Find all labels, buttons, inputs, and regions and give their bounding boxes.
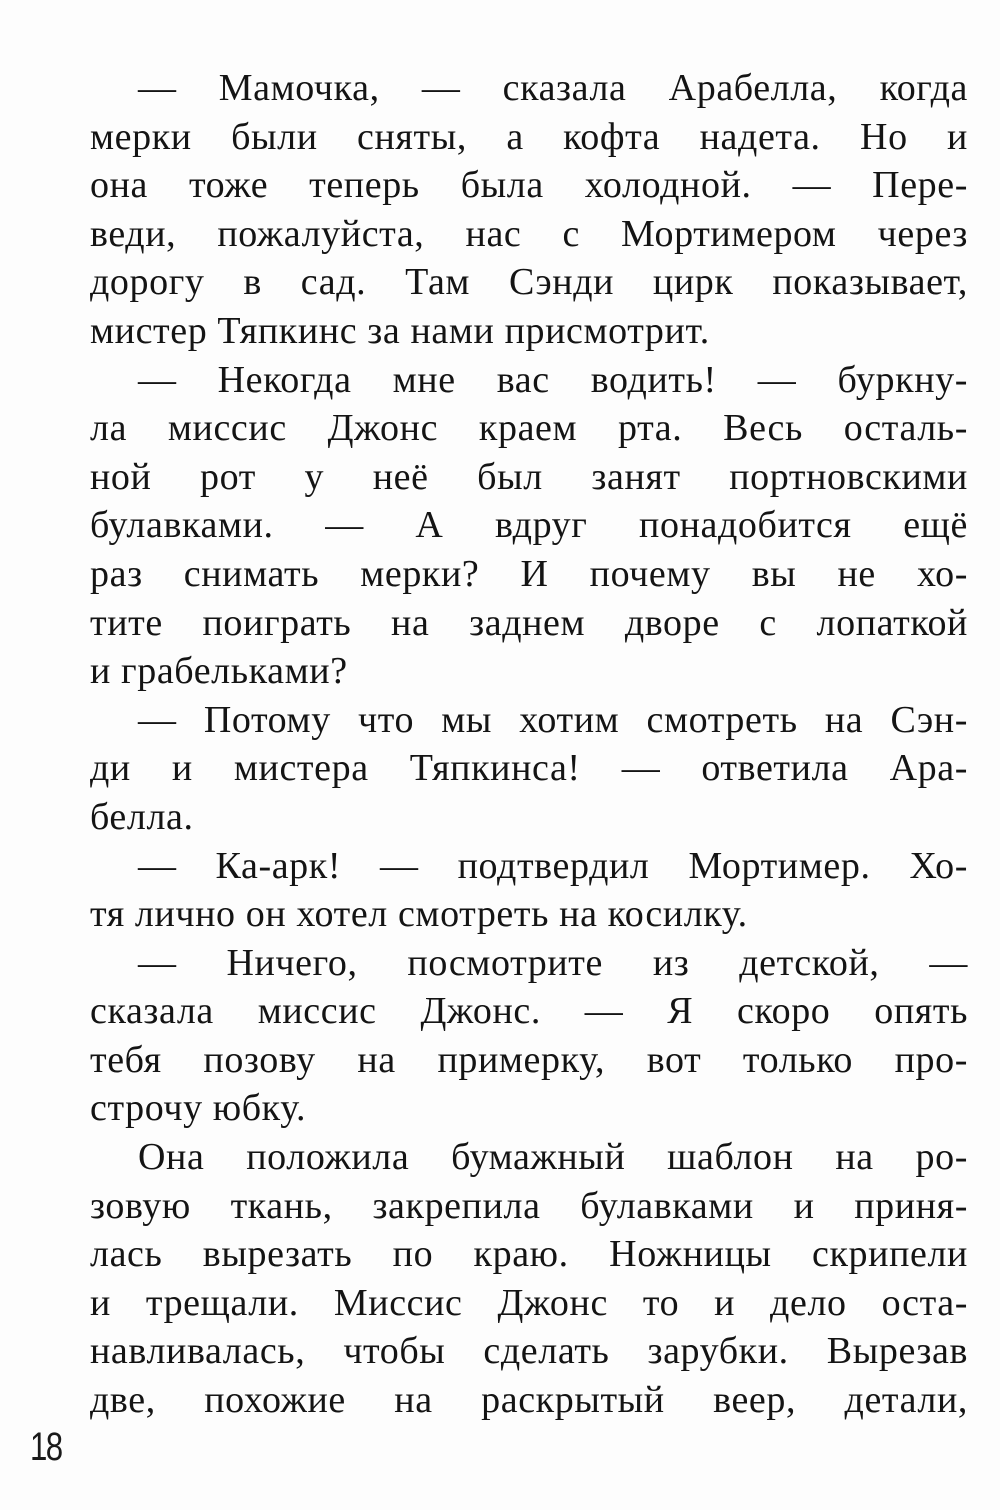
- page-number: 18: [30, 1425, 62, 1469]
- text-line: зовую ткань, закрепила булавками и приня-: [90, 1184, 968, 1227]
- text-line: Она положила бумажный шаблон на ро-: [138, 1136, 968, 1179]
- text-line: и трещали. Миссис Джонс то и дело оста-: [90, 1281, 968, 1324]
- text-line: веди, пожалуйста, нас с Мортимером через: [90, 212, 968, 255]
- text-line: навливалась, чтобы сделать зарубки. Вырезав: [90, 1330, 968, 1373]
- text-line: две, похожие на раскрытый веер, детали,: [90, 1379, 968, 1422]
- text-line: сказала миссис Джонс. — Я скоро опять: [90, 990, 968, 1033]
- text-line: тебя позову на примерку, вот только про-: [90, 1038, 968, 1081]
- text-line: — Потому что мы хотим смотреть на Сэн-: [138, 698, 968, 741]
- text-line: тя лично он хотел смотреть на косилку.: [90, 893, 748, 936]
- text-line: мистер Тяпкинс за нами присмотрит.: [90, 309, 710, 352]
- text-line: тите поиграть на заднем дворе с лопаткой: [90, 601, 968, 644]
- text-line: — Некогда мне вас водить! — буркну-: [138, 358, 968, 401]
- text-line: — Ка-арк! — подтвердил Мортимер. Хо-: [138, 844, 968, 887]
- text-line: ной рот у неё был занят портновскими: [90, 455, 968, 498]
- text-line: раз снимать мерки? И почему вы не хо-: [90, 552, 968, 595]
- text-line: мерки были сняты, а кофта надета. Но и: [90, 115, 968, 158]
- text-line: булавками. — А вдруг понадобится ещё: [90, 504, 968, 547]
- text-line: дорогу в сад. Там Сэнди цирк показывает,: [90, 261, 968, 304]
- text-line: и грабельками?: [90, 650, 348, 693]
- text-line: строчу юбку.: [90, 1087, 307, 1130]
- text-line: она тоже теперь была холодной. — Пере-: [90, 164, 968, 207]
- page-body-text: [90, 64, 968, 1425]
- text-line: — Мамочка, — сказала Арабелла, когда: [138, 67, 968, 109]
- text-line: ла миссис Джонс краем рта. Весь осталь-: [90, 407, 968, 450]
- text-line: лась вырезать по краю. Ножницы скрипели: [90, 1233, 968, 1276]
- text-line: ди и мистера Тяпкинса! — ответила Ара-: [90, 747, 968, 790]
- text-line: белла.: [90, 795, 194, 838]
- text-line: — Ничего, посмотрите из детской, —: [138, 941, 968, 984]
